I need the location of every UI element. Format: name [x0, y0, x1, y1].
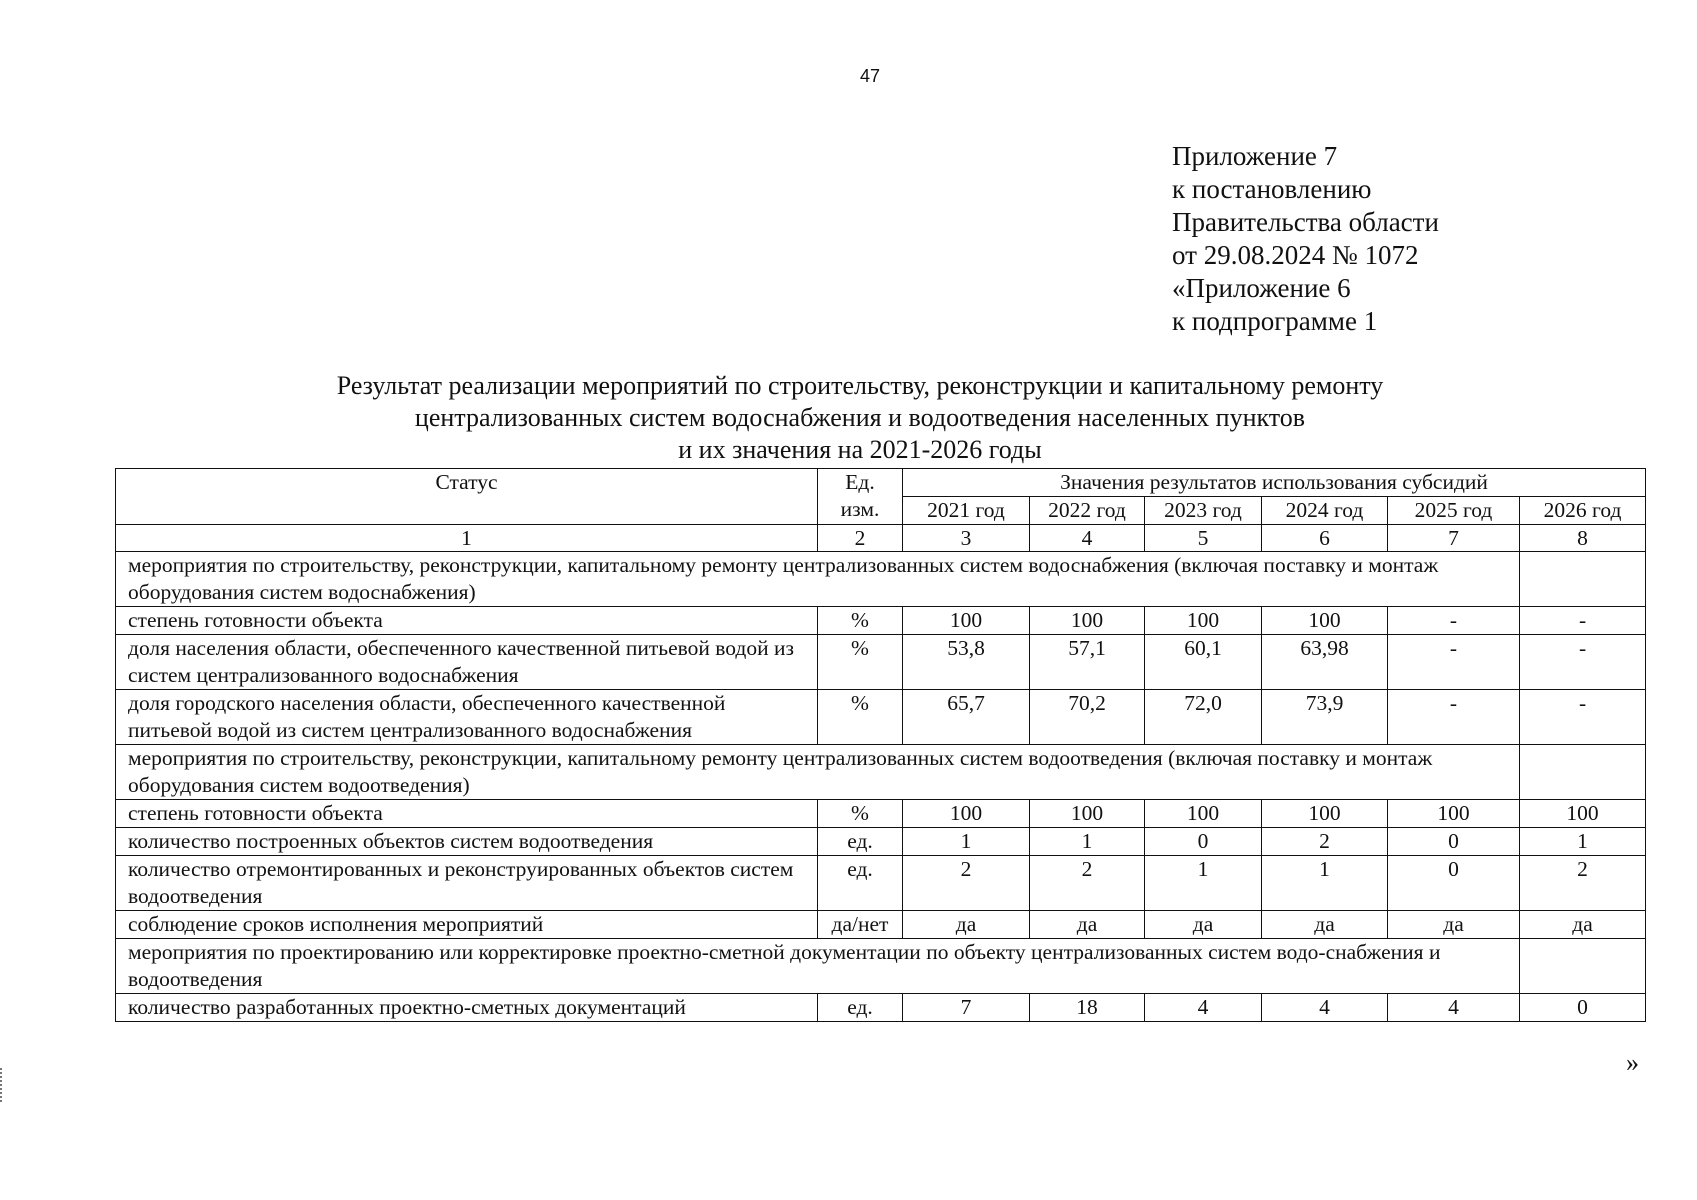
value-cell: 7: [903, 994, 1030, 1022]
value-cell: да: [1145, 911, 1262, 939]
value-cell: 100: [1262, 607, 1388, 635]
table-row: [116, 856, 1646, 911]
section-title: мероприятия по проектированию или корректировке проектно-сметной документации по объекту централизованных систем водо-снабжения и водоотведения: [116, 939, 1520, 994]
document-title: [200, 370, 1520, 466]
appendix-line: «Приложение 6: [1172, 273, 1351, 303]
table-row: [116, 607, 1646, 635]
value-cell: 0: [1145, 828, 1262, 856]
value-cell: да: [1520, 911, 1646, 939]
column-number: 1: [116, 525, 818, 552]
title-line: централизованных систем водоснабжения и водоотведения населенных пунктов: [414, 403, 1306, 432]
value-cell: 2: [1262, 828, 1388, 856]
appendix-line: от 29.08.2024 № 1072: [1172, 240, 1419, 270]
unit-cell: да/нет: [818, 911, 903, 939]
column-number: 8: [1520, 525, 1646, 552]
year-header: 2025 год: [1388, 497, 1520, 525]
unit-column-header: Ед. изм.: [818, 469, 903, 525]
column-number-row: [116, 525, 1646, 552]
unit-cell: %: [818, 800, 903, 828]
value-cell: 65,7: [903, 690, 1030, 745]
value-cell: 2: [1030, 856, 1145, 911]
value-cell: 70,2: [1030, 690, 1145, 745]
value-cell: 100: [1388, 800, 1520, 828]
value-cell: 4: [1145, 994, 1262, 1022]
column-number: 4: [1030, 525, 1145, 552]
value-cell: 100: [1030, 800, 1145, 828]
section-row: [116, 552, 1646, 607]
value-cell: 100: [903, 607, 1030, 635]
table-row: [116, 994, 1646, 1022]
status-cell: соблюдение сроков исполнения мероприятий: [116, 911, 818, 939]
value-cell: 53,8: [903, 635, 1030, 690]
value-cell: 100: [1145, 800, 1262, 828]
year-header: 2022 год: [1030, 497, 1145, 525]
values-group-header: Значения результатов использования субсидий: [903, 469, 1646, 497]
column-number: 6: [1262, 525, 1388, 552]
value-cell: да: [903, 911, 1030, 939]
status-cell: доля городского населения области, обеспеченного качественной питьевой водой из систем централизованного водоснабжения: [116, 690, 818, 745]
year-header: 2021 год: [903, 497, 1030, 525]
results-table: [115, 468, 1646, 1022]
value-cell: 4: [1262, 994, 1388, 1022]
year-header: 2024 год: [1262, 497, 1388, 525]
status-cell: количество отремонтированных и реконструированных объектов систем водоотведения: [116, 856, 818, 911]
status-column-header: Статус: [116, 469, 818, 525]
value-cell: 18: [1030, 994, 1145, 1022]
results-table-body: [116, 469, 1646, 1022]
value-cell: -: [1388, 690, 1520, 745]
value-cell: да: [1262, 911, 1388, 939]
value-cell: 60,1: [1145, 635, 1262, 690]
section-row: [116, 745, 1646, 800]
section-row: [116, 939, 1646, 994]
value-cell: 100: [1262, 800, 1388, 828]
value-cell: 63,98: [1262, 635, 1388, 690]
value-cell: 100: [903, 800, 1030, 828]
value-cell: 72,0: [1145, 690, 1262, 745]
value-cell: 100: [1520, 800, 1646, 828]
closing-quote: »: [1626, 1048, 1639, 1077]
value-cell: 1: [1030, 828, 1145, 856]
title-line: и их значения на 2021-2026 годы: [678, 435, 1042, 464]
table-row: [116, 690, 1646, 745]
section-title: мероприятия по строительству, реконструкции, капитальному ремонту централизованных систем водоотведения (включая поставку и монтаж оборудования систем водоотведения): [116, 745, 1520, 800]
value-cell: 1: [903, 828, 1030, 856]
unit-cell: %: [818, 607, 903, 635]
appendix-line: к подпрограмме 1: [1172, 306, 1378, 336]
status-cell: степень готовности объекта: [116, 800, 818, 828]
appendix-reference: [1172, 140, 1439, 338]
page-number: 47: [859, 66, 881, 86]
value-cell: 100: [1030, 607, 1145, 635]
margin-marks: [0, 1068, 8, 1102]
value-cell: 100: [1145, 607, 1262, 635]
value-cell: 73,9: [1262, 690, 1388, 745]
value-cell: -: [1520, 690, 1646, 745]
unit-cell: %: [818, 690, 903, 745]
value-cell: 57,1: [1030, 635, 1145, 690]
value-cell: 1: [1145, 856, 1262, 911]
appendix-line: Приложение 7: [1172, 141, 1338, 171]
value-cell: 1: [1520, 828, 1646, 856]
column-number: 7: [1388, 525, 1520, 552]
empty-cell: [1520, 552, 1646, 607]
appendix-line: Правительства области: [1172, 207, 1439, 237]
unit-cell: %: [818, 635, 903, 690]
unit-cell: ед.: [818, 828, 903, 856]
table-row: [116, 828, 1646, 856]
value-cell: -: [1388, 607, 1520, 635]
value-cell: 0: [1520, 994, 1646, 1022]
unit-cell: ед.: [818, 856, 903, 911]
status-cell: количество построенных объектов систем водоотведения: [116, 828, 818, 856]
unit-cell: ед.: [818, 994, 903, 1022]
value-cell: 0: [1388, 856, 1520, 911]
value-cell: 1: [1262, 856, 1388, 911]
value-cell: 2: [903, 856, 1030, 911]
value-cell: 4: [1388, 994, 1520, 1022]
table-row: [116, 911, 1646, 939]
section-title: мероприятия по строительству, реконструкции, капитальному ремонту централизованных систем водоснабжения (включая поставку и монтаж оборудования систем водоснабжения): [116, 552, 1520, 607]
value-cell: -: [1520, 607, 1646, 635]
empty-cell: [1520, 745, 1646, 800]
value-cell: -: [1388, 635, 1520, 690]
column-number: 3: [903, 525, 1030, 552]
value-cell: -: [1520, 635, 1646, 690]
value-cell: да: [1030, 911, 1145, 939]
status-cell: степень готовности объекта: [116, 607, 818, 635]
status-cell: количество разработанных проектно-сметных документаций: [116, 994, 818, 1022]
column-number: 2: [818, 525, 903, 552]
table-row: [116, 635, 1646, 690]
value-cell: 2: [1520, 856, 1646, 911]
column-number: 5: [1145, 525, 1262, 552]
empty-cell: [1520, 939, 1646, 994]
appendix-line: к постановлению: [1172, 174, 1372, 204]
value-cell: 0: [1388, 828, 1520, 856]
value-cell: да: [1388, 911, 1520, 939]
year-header: 2023 год: [1145, 497, 1262, 525]
status-cell: доля населения области, обеспеченного качественной питьевой водой из систем централизованного водоснабжения: [116, 635, 818, 690]
title-line: Результат реализации мероприятий по строительству, реконструкции и капитальному ремонту: [336, 371, 1384, 400]
table-row: [116, 800, 1646, 828]
year-header: 2026 год: [1520, 497, 1646, 525]
header-row: [116, 469, 1646, 497]
